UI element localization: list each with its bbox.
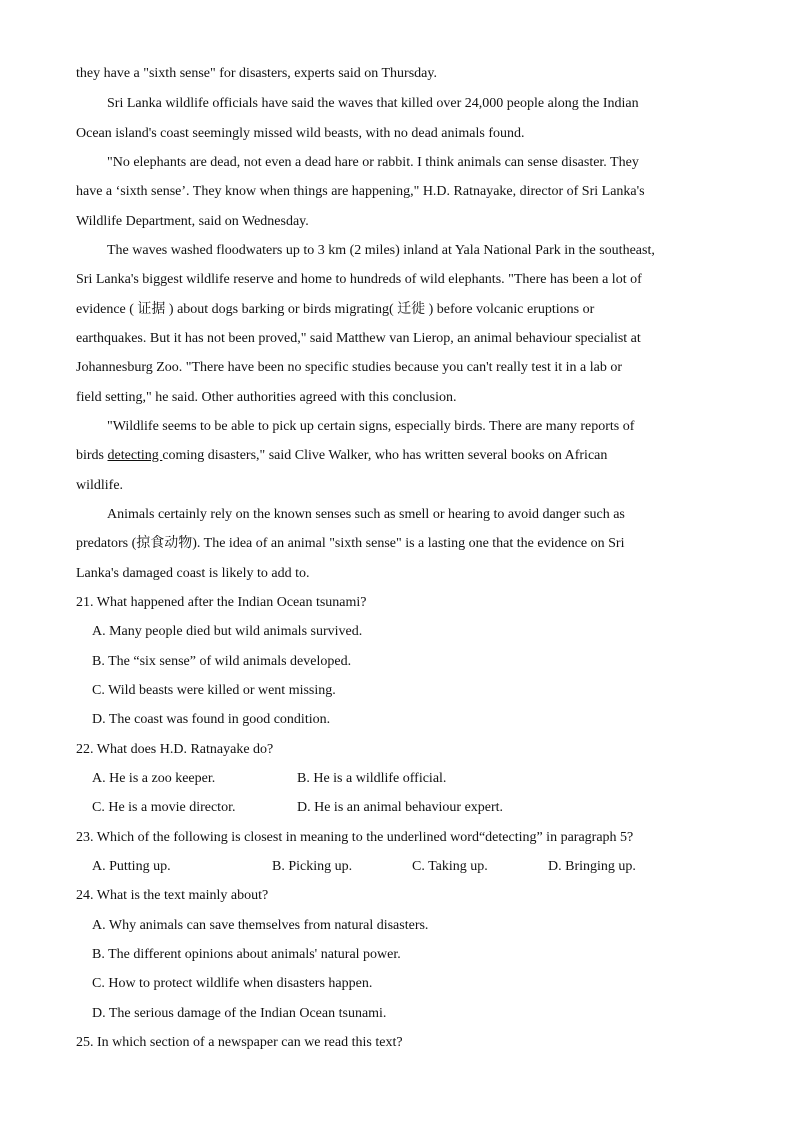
question-23-option-c: C. Taking up. xyxy=(412,859,488,874)
question-22-stem: 22. What does H.D. Ratnayake do? xyxy=(76,742,274,757)
passage-line: Lanka's damaged coast is likely to add to. xyxy=(76,566,310,581)
question-25-stem: 25. In which section of a newspaper can we read this text? xyxy=(76,1035,403,1050)
passage-line: Sri Lanka wildlife officials have said the waves that killed over 24,000 people along the Indian xyxy=(107,96,639,111)
question-24-stem: 24. What is the text mainly about? xyxy=(76,888,269,903)
question-21-option-b: B. The “six sense” of wild animals developed. xyxy=(92,654,352,669)
passage-line: evidence ( 证据 ) about dogs barking or birds migrating( 迁徙 ) before volcanic eruptions or xyxy=(76,302,595,317)
passage-line: Wildlife Department, said on Wednesday. xyxy=(76,214,309,229)
passage-line: field setting," he said. Other authorities agreed with this conclusion. xyxy=(76,390,457,405)
question-21-option-a: A. Many people died but wild animals survived. xyxy=(92,624,363,639)
question-23-stem: 23. Which of the following is closest in meaning to the underlined word“detecting” in paragraph 5? xyxy=(76,830,634,845)
passage-line: "No elephants are dead, not even a dead hare or rabbit. I think animals can sense disaster. They xyxy=(107,155,639,170)
question-22-option-b: B. He is a wildlife official. xyxy=(297,771,447,786)
passage-line: The waves washed floodwaters up to 3 km (2 miles) inland at Yala National Park in the southeast, xyxy=(107,243,655,258)
passage-line: Ocean island's coast seemingly missed wild beasts, with no dead animals found. xyxy=(76,126,525,141)
underlined-word-detecting: detecting xyxy=(107,448,163,463)
passage-line-birds xyxy=(76,446,607,466)
passage-line: Sri Lanka's biggest wildlife reserve and home to hundreds of wild elephants. "There has been a lot of xyxy=(76,272,642,287)
question-24-option-c: C. How to protect wildlife when disasters happen. xyxy=(92,976,373,991)
question-23-option-a: A. Putting up. xyxy=(92,859,171,874)
question-21-stem: 21. What happened after the Indian Ocean tsunami? xyxy=(76,595,367,610)
question-22-option-a: A. He is a zoo keeper. xyxy=(92,771,216,786)
question-23-option-b: B. Picking up. xyxy=(272,859,353,874)
passage-line: predators (掠食动物). The idea of an animal "sixth sense" is a lasting one that the evidence on Sri xyxy=(76,536,625,551)
question-23-option-d: D. Bringing up. xyxy=(548,859,636,874)
passage-line: Johannesburg Zoo. "There have been no specific studies because you can't really test it in a lab or xyxy=(76,360,623,375)
passage-text: coming disasters," said Clive Walker, who has written several books on African xyxy=(162,448,608,463)
question-21-option-c: C. Wild beasts were killed or went missing. xyxy=(92,683,336,698)
passage-text: birds xyxy=(76,448,108,463)
passage-line: they have a "sixth sense" for disasters, experts said on Thursday. xyxy=(76,66,437,81)
passage-line: "Wildlife seems to be able to pick up certain signs, especially birds. There are many reports of xyxy=(107,419,635,434)
question-22-option-d: D. He is an animal behaviour expert. xyxy=(297,800,504,815)
passage-line: wildlife. xyxy=(76,478,124,493)
question-24-option-a: A. Why animals can save themselves from natural disasters. xyxy=(92,918,429,933)
question-21-option-d: D. The coast was found in good condition. xyxy=(92,712,331,727)
question-24-option-b: B. The different opinions about animals' natural power. xyxy=(92,947,401,962)
passage-line: Animals certainly rely on the known senses such as smell or hearing to avoid danger such as xyxy=(107,507,625,522)
passage-line: earthquakes. But it has not been proved," said Matthew van Lierop, an animal behaviour specialist at xyxy=(76,331,641,346)
question-24-option-d: D. The serious damage of the Indian Ocean tsunami. xyxy=(92,1006,387,1021)
passage-line: have a ‘sixth sense’. They know when things are happening," H.D. Ratnayake, director of Sri Lanka's xyxy=(76,184,645,199)
question-22-option-c: C. He is a movie director. xyxy=(92,800,236,815)
